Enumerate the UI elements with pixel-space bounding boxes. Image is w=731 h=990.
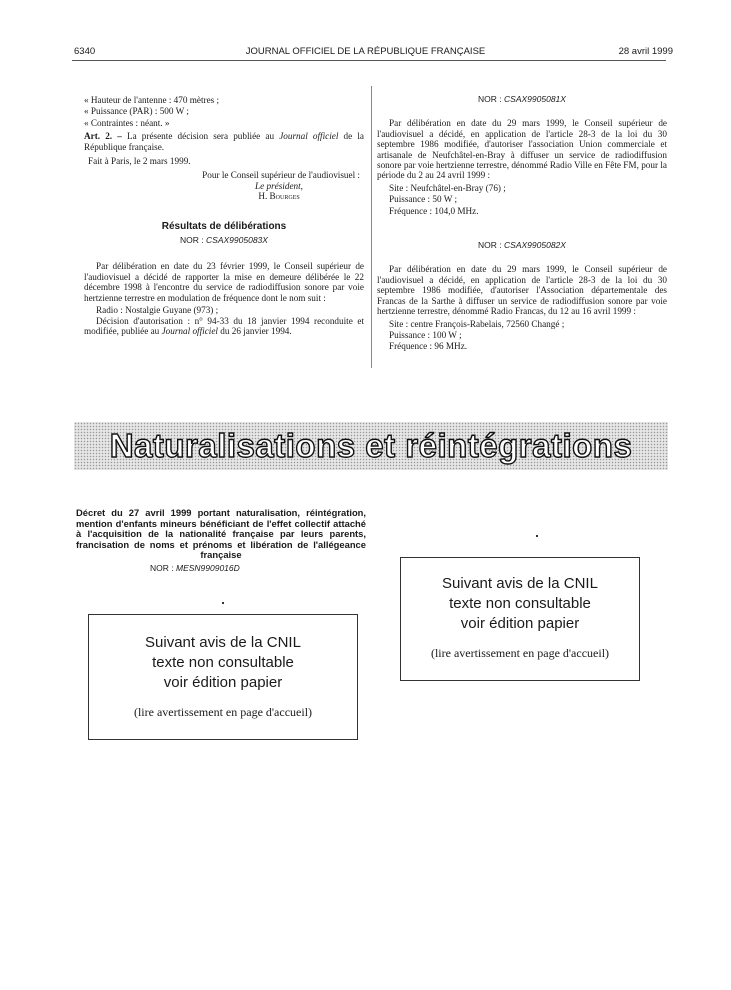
nor-reference-2	[377, 240, 667, 250]
notice-note: (lire avertissement en page d'accueil)	[133, 705, 313, 719]
nor-label: NOR :	[150, 563, 176, 573]
nor-reference-1	[377, 94, 667, 104]
notice-line-3: voir édition papier	[163, 674, 283, 691]
broadcast-details-2	[377, 319, 667, 352]
nor-code: MESN9909016D	[175, 563, 240, 573]
site: Site : centre François-Rabelais, 72560 Changé ;	[389, 318, 565, 329]
deliberation-paragraph-1: Par délibération en date du 29 mars 1999, le Conseil supérieur de l'audiovisuel a décidé, en application de l'article 28-3 de la loi du 30 septembre 1986 modifiée, d'autoriser l'association Union commerciale et artisanale de Neufchâtel-en-Bray à diffuser un service de radiodiffusion sonore par voie hertzienne terrestre, dénommé Radio Ville en Fête FM, pour la période du 2 au 24 avril 1999 :	[377, 118, 667, 181]
issue-date: 28 avril 1999	[618, 46, 673, 57]
cnil-notice-right	[400, 557, 640, 681]
nor-code: CSAX9905081X	[504, 94, 566, 104]
notice-line-2: texte non consultable	[152, 654, 294, 671]
cnil-notice-left	[88, 614, 358, 740]
journal-reference: Journal officiel	[279, 131, 339, 142]
article-2	[84, 131, 364, 152]
right-column	[377, 94, 667, 353]
decret-nor	[150, 563, 240, 573]
puissance: Puissance : 100 W ;	[389, 329, 462, 340]
nor-label: NOR :	[180, 235, 207, 246]
broadcast-details-1	[377, 183, 667, 216]
article-text: La présente décision sera publiée au	[121, 131, 280, 142]
page-number: 6340	[74, 46, 96, 57]
list-item: « Contraintes : néant. »	[84, 117, 170, 128]
section-title: Résultats de délibérations	[161, 220, 287, 232]
radio-name: Radio : Nostalgie Guyane (973) ;	[96, 305, 219, 316]
frequence: Fréquence : 104,0 MHz.	[389, 205, 479, 216]
decret-title: Décret du 27 avril 1999 portant naturalisation, réintégration, mention d'enfants mineurs bénéficiant de l'effet collectif attaché à l'acquisition de la nationalité française par leurs parents, francisation de noms et prénoms et libération de l'allégeance française	[76, 507, 366, 561]
antenna-list	[84, 95, 364, 128]
frequence: Fréquence : 96 MHz.	[389, 341, 468, 352]
signature-role: Le président,	[255, 180, 303, 191]
banner-title: Naturalisations et réintégrations	[109, 427, 633, 464]
article-label: Art. 2. –	[84, 131, 122, 142]
decision-autorisation	[84, 316, 364, 337]
deliberation-paragraph: Par délibération en date du 23 février 1999, le Conseil supérieur de l'audiovisuel a décidé de rapporter la mise en demeure délibérée le 22 décembre 1998 à l'encontre du service de radiodiffusion sonore par voie hertzienne terrestre en modulation de fréquence dont le nom suit :	[84, 261, 364, 303]
notice-line-1: Suivant avis de la CNIL	[145, 634, 301, 651]
speck	[536, 535, 538, 537]
signature-line: Pour le Conseil supérieur de l'audiovisuel :	[202, 170, 360, 181]
decision-text: Décision d'autorisation : n° 94-33 du 18 janvier 1994 reconduite et modifiée, publiée au	[84, 315, 364, 336]
nor-label: NOR :	[478, 240, 505, 251]
list-item: « Hauteur de l'antenne : 470 mètres ;	[84, 95, 220, 105]
puissance: Puissance : 50 W ;	[389, 194, 458, 205]
decision-journal: Journal officiel	[161, 325, 218, 336]
nor-code: CSAX9905082X	[504, 240, 566, 251]
list-item: « Puissance (PAR) : 500 W ;	[84, 106, 189, 117]
notice-line-2: texte non consultable	[449, 595, 591, 612]
fait-a-paris: Fait à Paris, le 2 mars 1999.	[88, 156, 191, 167]
notice-line-1: Suivant avis de la CNIL	[442, 575, 598, 592]
column-separator	[371, 86, 372, 368]
deliberation-paragraph-2: Par délibération en date du 29 mars 1999, le Conseil supérieur de l'audiovisuel a décidé, en application de l'article 28-3 de la loi du 30 septembre 1986 modifiée, d'autoriser l'Association départementale des Francas de la Sarthe à diffuser un service de radiodiffusion sonore par voie hertzienne terrestre, dénommé Radio Francas, du 12 au 16 avril 1999 :	[377, 264, 667, 317]
article-text-end: de la République française.	[84, 131, 364, 152]
decision-text-end: du 26 janvier 1994.	[217, 325, 292, 336]
nor-code: CSAX9905083X	[206, 235, 268, 246]
notice-note: (lire avertissement en page d'accueil)	[430, 646, 610, 660]
site: Site : Neufchâtel-en-Bray (76) ;	[389, 182, 506, 193]
nor-reference	[84, 235, 364, 245]
notice-line-3: voir édition papier	[460, 615, 580, 632]
speck	[222, 602, 224, 604]
journal-title: JOURNAL OFFICIEL DE LA RÉPUBLIQUE FRANÇAISE	[245, 46, 486, 57]
header-rule	[72, 60, 666, 61]
left-column	[84, 94, 364, 336]
signature-name: H. Bourges	[258, 191, 300, 202]
nor-label: NOR :	[478, 94, 505, 104]
